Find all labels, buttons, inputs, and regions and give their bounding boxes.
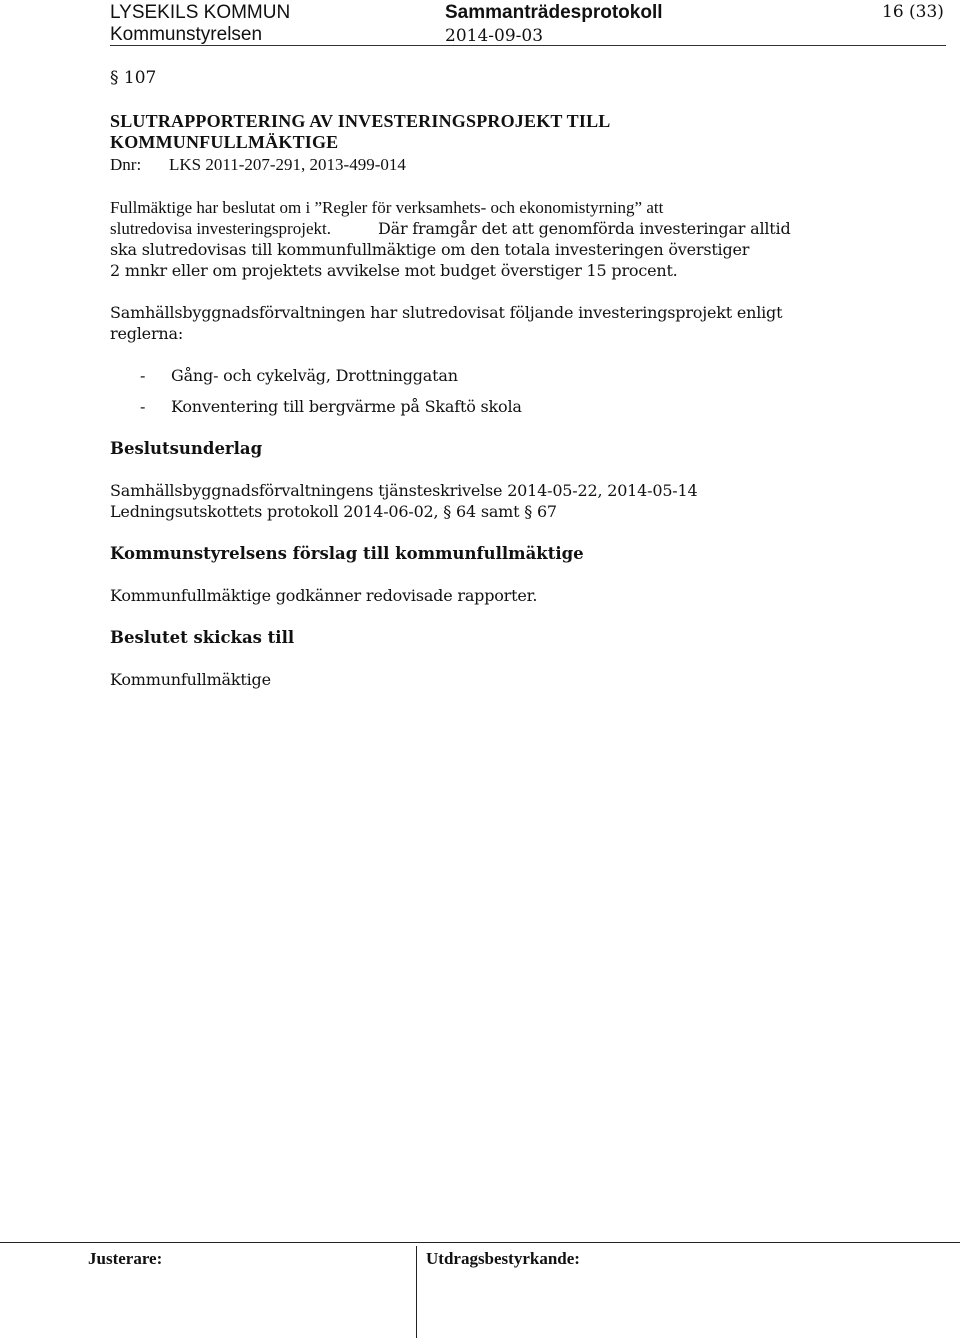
page-number: 16 (33) [882,2,944,22]
document-type: Sammanträdesprotokoll [445,2,663,23]
section-title-line2: KOMMUNFULLMÄKTIGE [110,132,339,152]
paragraph2-line1: Samhällsbyggnadsförvaltningen har slutredovisat följande investeringsprojekt enligt [110,303,783,322]
footer-rule [0,1242,960,1243]
proposal-text: Kommunfullmäktige godkänner redovisade rapporter. [110,586,538,605]
dnr-label: Dnr: [110,155,142,174]
list-item-text: Konventering till bergvärme på Skaftö skola [171,397,522,416]
beslutsunderlag-heading: Beslutsunderlag [110,439,263,458]
list-dash: - [140,397,146,416]
section-number: § 107 [110,68,157,88]
paragraph2-line2: reglerna: [110,324,184,343]
footer-divider [416,1246,417,1338]
list-dash: - [140,366,146,385]
sent-to-text: Kommunfullmäktige [110,670,271,689]
board-name: Kommunstyrelsen [110,24,263,45]
beslutsunderlag-line2: Ledningsutskottets protokoll 2014-06-02, § 64 samt § 67 [110,502,557,521]
paragraph1-line1: Fullmäktige har beslutat om i ”Regler för verksamhets- och ekonomistyrning” att [110,198,664,217]
meeting-date: 2014-09-03 [445,26,544,46]
list-item-text: Gång- och cykelväg, Drottninggatan [171,366,458,385]
sent-to-heading: Beslutet skickas till [110,628,295,647]
utdragsbestyrkande-label: Utdragsbestyrkande: [426,1249,580,1268]
section-title-line1: SLUTRAPPORTERING AV INVESTERINGSPROJEKT TILL [110,111,611,131]
paragraph1-line2b: Där framgår det att genomförda investeringar alltid [378,219,791,238]
list-item [140,365,458,386]
paragraph1-line4: 2 mnkr eller om projektets avvikelse mot budget överstiger 15 procent. [110,261,678,280]
municipality-name: LYSEKILS KOMMUN [110,2,291,23]
header-rule [110,45,946,46]
beslutsunderlag-line1: Samhällsbyggnadsförvaltningens tjänsteskrivelse 2014-05-22, 2014-05-14 [110,481,698,500]
paragraph1-line2a: slutredovisa investeringsprojekt. [110,219,331,238]
dnr-value: LKS 2011-207-291, 2013-499-014 [169,155,406,174]
list-item [140,396,522,417]
paragraph1-line3: ska slutredovisas till kommunfullmäktige om den totala investeringen överstiger [110,240,750,259]
justerare-label: Justerare: [88,1249,163,1268]
proposal-heading: Kommunstyrelsens förslag till kommunfullmäktige [110,544,584,563]
